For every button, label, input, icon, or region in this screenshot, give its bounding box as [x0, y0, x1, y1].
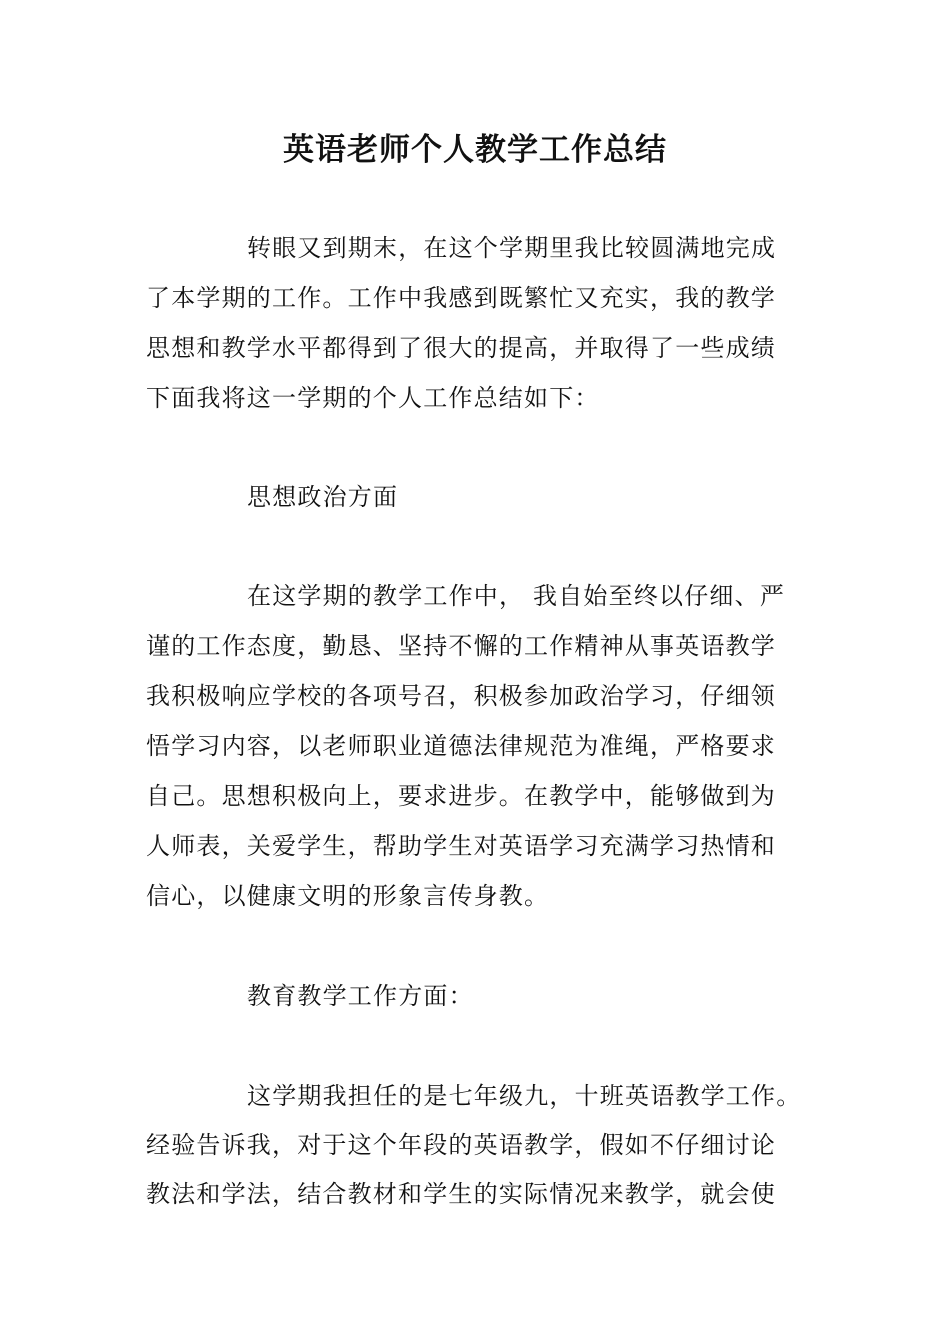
- paragraph-3-line-2: 经验告诉我，对于这个年段的英语教学，假如不仔细讨论: [146, 1131, 776, 1159]
- paragraph-2-line-5: 自己。思想积极向上，要求进步。在教学中，能够做到为: [146, 782, 776, 810]
- paragraph-2-line-3: 我积极响应学校的各项号召，积极参加政治学习，仔细领: [146, 682, 776, 710]
- paragraph-1-line-3: 思想和教学水平都得到了很大的提高，并取得了一些成绩: [146, 334, 776, 362]
- paragraph-2-line-1: 在这学期的教学工作中， 我自始至终以仔细、严: [247, 582, 786, 610]
- paragraph-1-line-1: 转眼又到期末，在这个学期里我比较圆满地完成: [247, 234, 777, 262]
- paragraph-2-line-7: 信心，以健康文明的形象言传身教。: [146, 882, 550, 910]
- paragraph-3-line-1: 这学期我担任的是七年级九，十班英语教学工作。: [247, 1082, 802, 1110]
- paragraph-2-line-2: 谨的工作态度，勤恳、坚持不懈的工作精神从事英语教学: [146, 632, 776, 660]
- paragraph-1-line-2: 了本学期的工作。工作中我感到既繁忙又充实，我的教学: [146, 284, 776, 312]
- paragraph-2-line-6: 人师表，关爱学生，帮助学生对英语学习充满学习热情和: [146, 832, 776, 860]
- paragraph-3-line-3: 教法和学法，结合教材和学生的实际情况来教学，就会使: [146, 1180, 776, 1208]
- section-heading-ideology: 思想政治方面: [247, 483, 399, 511]
- document-title: 英语老师个人教学工作总结: [283, 132, 667, 168]
- section-heading-teaching: 教育教学工作方面：: [247, 982, 474, 1010]
- paragraph-1-line-4: 下面我将这一学期的个人工作总结如下：: [146, 384, 600, 412]
- paragraph-2-line-4: 悟学习内容，以老师职业道德法律规范为准绳，严格要求: [146, 732, 776, 760]
